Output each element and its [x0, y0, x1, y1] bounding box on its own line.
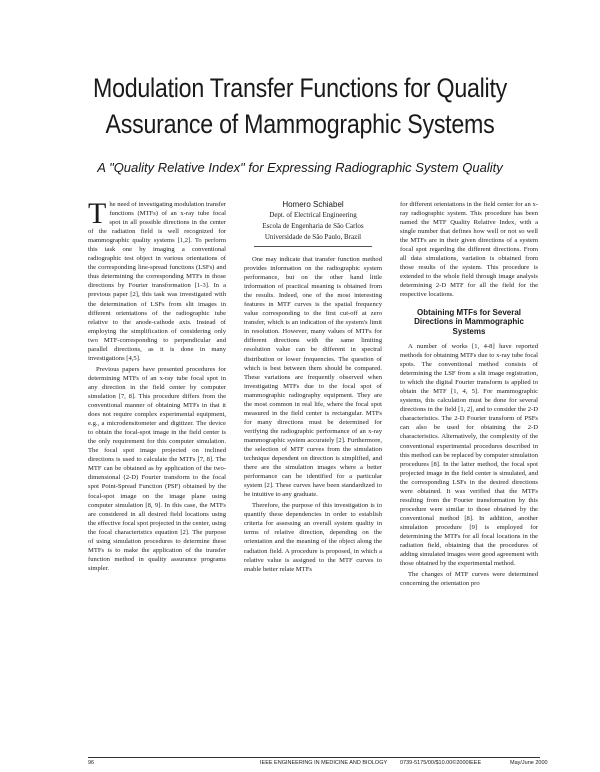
issn-code: 0739-5175/00/$10.00©2000IEEE — [400, 760, 482, 766]
text-column-2 — [244, 200, 382, 576]
body-paragraph: Therefore, the purpose of this investigation is to quantify these dependencies in order to establish criteria for assessing an overall system quality in terms of relative direction, depending on the orientation and the meaning of the object along the radiation field. A procedure is proposed, in which a relative value is assigned to the MTF curves to enable better relate MTFs — [244, 502, 382, 573]
body-paragraph: One may indicate that transfer function method provides information on the radiographic system performance, but on the other hand little information of practical meaning is obtained from the results. Indeed, one of the most interesting features in MTF curves is the spatial frequency value corresponding to the first cut-off at zero transfer, which is an indication of the system's limit in resolution. However, many values of MTFs for different directions with the same limiting resolution value can be different in spectral distribution or lower frequencies. The question of which is best between them should be compared. These variations are frequently observed when investigating MTFs due to the focal spot of mammographic radiography equipment. They are the most common in real life, where the focal spot measured in the field center is rectangular. MTFs for many directions must be determined for verifying the radiographic performance of an x-ray mammographic system accurately [2]. Furthermore, the selection of MTF curves from the simulation technique dependent on direction is simplified, and there are the simulation images where a better performance can be identified for a particular system [2]. These curves have been standardized to be intuitive to any graduate. — [244, 256, 382, 499]
section-heading: Obtaining MTFs for Several Directions in Mammographic Systems — [414, 307, 524, 336]
text-column-3 — [400, 200, 538, 590]
text-column-1 — [88, 197, 226, 575]
intro-text: he need of investigating modulation transfer functions (MTFs) of an x-ray tube focal spot in all possible directions in the center of the radiation field is well recognized for mammographic quality systems [1,2]. To perform this task one by imaging a conventional radiographic test object in various orientations of the corresponding line-spread functions (LSFs) and thus determining the corresponding MTFs in those directions by Fourier transformation [1-3]. In a previous paper [2], this task was investigated with the determination of LSFs from slit images in different orientations of the radiographic tube relative to the anode-cathode axis. Instead of employing the simplification of considering only two MTF-corresponding to perpendicular and parallel directions, as it is done in many investigations [4,5]. — [88, 201, 226, 362]
body-paragraph: for different orientations in the field center for an x-ray radiographic system. This procedure has been named the MTF Quality Relative Index, with a single number that defines how well or not so well the MTFs are in their given directions of a system focal spot regarding the different directions. From all data simulations, variation is obtained from those results of the system. This procedure is extended to the whole field through image analysis determining 2-D MTF for all the field for the respective locations. — [400, 201, 538, 299]
author-block — [244, 200, 382, 247]
title-line-2: Assurance of Mammographic Systems — [105, 109, 495, 139]
article-title — [76, 70, 523, 142]
author-school: Escola de Engenharia de São Carlos — [262, 222, 364, 230]
body-paragraph: The changes of MTF curves were determined concerning the orientation pro — [400, 571, 538, 588]
body-paragraph: Previous papers have presented procedures for determining MTFs of an x-ray tube focal spot in any direction in the field center by computer simulation [7, 8]. This procedure differs from the conventional manner of obtaining MTFs in that it does not require complex experimental equipment, e.g., a microdensitometer and digitizer. The device to obtain the focal-spot image in the field center is the only requirement for this computer simulation. The focal spot image projected on inclined directions is used to calculate the MTFs [7, 8]. The MTF can be obtained as by application of the two-dimensional (2-D) Fourier transform to the focal spot Point-Spread Function (PSF) obtained by the focal-spot image on the image plane using computer simulation [8, 9]. In this case, the MTFs are considered in all desired field locations using the effective focal spot projected in the center, using the focal characteristics equation [2]. The purpose of using simulation procedures to determine these MTFs is to make the application of the transfer function method in quality assurance programs simpler. — [88, 365, 226, 572]
title-line-1: Modulation Transfer Functions for Quality — [92, 73, 508, 103]
author-name: Homero Schiabel — [282, 200, 344, 209]
author-divider — [254, 246, 372, 247]
page-number: 96 — [88, 760, 95, 766]
body-paragraph: A number of works [1, 4-8] have reported methods for obtaining MTFs due to x-ray tube focal spots. The conventional method consists of determining the LSF from a slit image registration, to which the digital Fourier transform is applied to obtain the MTF [1, 4, 5]. For mammographic systems, this calculation must be done for several directions in the field [1, 2], and to consider the 2-D characteristics. The 2-D Fourier transform of PSFs can also be used for obtaining the 2-D characteristics. Alternatively, the complexity of the conventional experimental procedures described in this method can be replaced by computer simulation procedures [8]. In the latter method, the focal spot projected image in the field center is simulated, and the corresponding LSFs in the desired directions were obtained. It was verified that the MTFs resulting from the Fourier transformation by this procedure were similar to those obtained by the conventional method [8]. In addition, another simulation procedure [9] is employed for determining the MTFs for all focal locations in the radiation field, obtaining that the procedures of adding simulated images were good agreement with those obtained by the experimental method. — [400, 343, 538, 568]
article-subtitle: A "Quality Relative Index" for Expressing Radiographic System Quality — [97, 160, 503, 175]
issue-date: May/June 2000 — [510, 760, 548, 766]
journal-name: IEEE ENGINEERING IN MEDICINE AND BIOLOGY — [260, 760, 388, 766]
author-university: Universidade de São Paulo, Brazil — [264, 233, 362, 241]
author-dept: Dept. of Electrical Engineering — [269, 211, 357, 219]
drop-cap: T — [88, 197, 107, 230]
intro-paragraph — [88, 197, 226, 363]
footer-divider — [88, 757, 540, 758]
